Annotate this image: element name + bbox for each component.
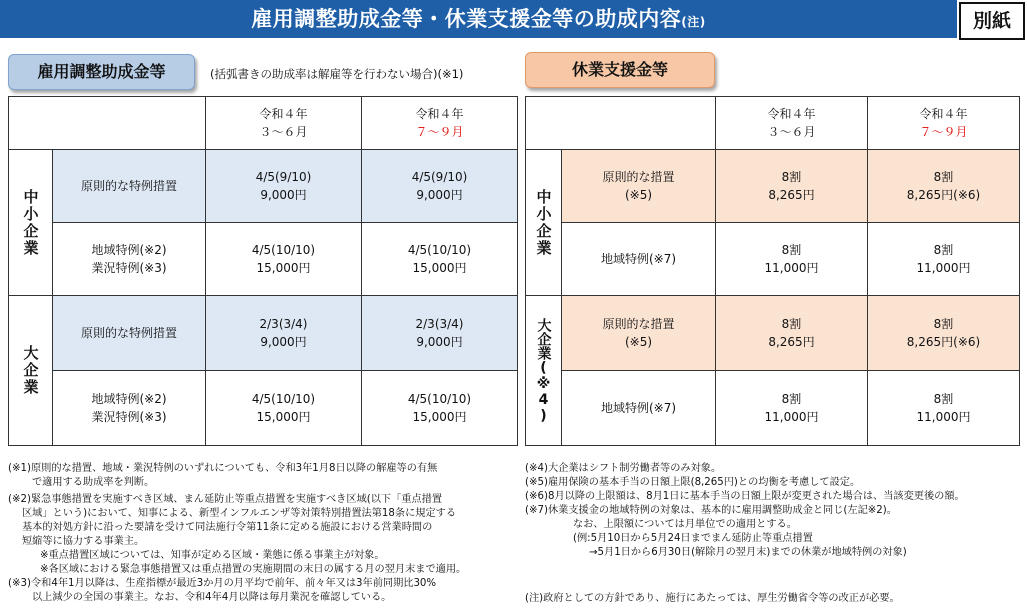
note-line: で適用する助成率を判断。 bbox=[32, 477, 155, 488]
col-header-jul-sep: 令和４年 ７～９月 bbox=[868, 97, 1020, 150]
corner-cell bbox=[9, 97, 206, 150]
rate-cell: 4/5(9/10) 9,000円 bbox=[362, 150, 518, 223]
rate-note: (括弧書きの助成率は解雇等を行わない場合)(※1) bbox=[210, 67, 464, 81]
notes-right bbox=[525, 462, 1025, 560]
col-header-jul-sep: 令和４年 ７～９月 bbox=[362, 97, 518, 150]
group-label-large: 大企業(※4) bbox=[526, 296, 562, 446]
rate-cell: 8割 11,000円 bbox=[716, 371, 868, 446]
note-line: →5月1日から6月30日(解除月の翌月末)までの休業が地域特例の対象) bbox=[589, 547, 907, 558]
note-line: (※7)休業支援金の地域特例の対象は、基本的に雇用調整助成金と同じ(左記※2)。 bbox=[525, 505, 897, 516]
row-label: 原則的な措置 (※5) bbox=[562, 150, 716, 223]
leave-support-table bbox=[525, 96, 1020, 446]
employment-adjustment-heading: 雇用調整助成金等 bbox=[8, 54, 195, 90]
rate-cell: 4/5(10/10) 15,000円 bbox=[362, 371, 518, 446]
footnote: (注)政府としての方針であり、施行にあたっては、厚生労働省令等の改正が必要。 bbox=[525, 593, 900, 604]
row-label: 地域特例(※7) bbox=[562, 223, 716, 296]
note-line: (例:5月10日から5月24日までまん延防止等重点措置 bbox=[573, 533, 813, 544]
row-label: 原則的な特例措置 bbox=[53, 296, 206, 371]
row-label: 地域特例(※2) 業況特例(※3) bbox=[53, 223, 206, 296]
note-line: 基本的対処方針に沿った要請を受けて同法施行令第11条に定める施設における営業時間の bbox=[22, 522, 433, 533]
note-line: 以上減少の全国の事業主。なお、令和4年4月以降は毎月業況を確認している。 bbox=[32, 592, 392, 603]
corner-cell bbox=[526, 97, 716, 150]
note-line: 区域」という)において、知事による、新型インフルエンザ等対策特別措置法第18条に規定する bbox=[22, 508, 457, 519]
group-label-large: 大企業 bbox=[9, 296, 53, 446]
note-line: (※6)8月以降の上限額は、8月1日に基本手当の日額上限が変更された場合は、当該変更後の額。 bbox=[525, 491, 965, 502]
note-line: ※各区域における緊急事態措置又は重点措置の実施期間の末日の属する月の翌月末まで適用。 bbox=[40, 564, 467, 575]
rate-cell: 4/5(10/10) 15,000円 bbox=[206, 223, 362, 296]
group-label-sme: 中小企業 bbox=[9, 150, 53, 296]
note-line: (※2)緊急事態措置を実施すべき区域、まん延防止等重点措置を実施すべき区域(以下「重点措置 bbox=[8, 494, 443, 505]
col-header-mar-jun: 令和４年 ３～６月 bbox=[716, 97, 868, 150]
note-line: (※3)令和4年1月以降は、生産指標が最近3か月の月平均で前年、前々年又は3年前同期比30% bbox=[8, 578, 437, 589]
rate-cell: 8割 8,265円 bbox=[716, 296, 868, 371]
rate-cell: 2/3(3/4) 9,000円 bbox=[206, 296, 362, 371]
rate-cell: 8割 8,265円(※6) bbox=[868, 296, 1020, 371]
rate-cell: 8割 11,000円 bbox=[868, 371, 1020, 446]
note-line: なお、上限額については月単位での適用とする。 bbox=[573, 519, 797, 530]
page-title: 雇用調整助成金等・休業支援金等の助成内容(注) bbox=[251, 7, 706, 31]
rate-cell: 8割 8,265円 bbox=[716, 150, 868, 223]
group-label-sme: 中小企業 bbox=[526, 150, 562, 296]
employment-adjustment-table bbox=[8, 96, 518, 446]
row-label: 地域特例(※2) 業況特例(※3) bbox=[53, 371, 206, 446]
note-line: (※1)原則的な措置、地域・業況特例のいずれについても、令和3年1月8日以降の解雇等の有無 bbox=[8, 463, 438, 474]
attachment-badge: 別紙 bbox=[959, 2, 1025, 40]
leave-support-heading: 休業支援金等 bbox=[525, 52, 715, 88]
note-line: (※5)雇用保険の基本手当の日額上限(8,265円)との均衡を考慮して設定。 bbox=[525, 477, 861, 488]
row-label: 原則的な特例措置 bbox=[53, 150, 206, 223]
rate-cell: 4/5(10/10) 15,000円 bbox=[362, 223, 518, 296]
row-label: 地域特例(※7) bbox=[562, 371, 716, 446]
rate-cell: 8割 11,000円 bbox=[716, 223, 868, 296]
rate-cell: 4/5(10/10) 15,000円 bbox=[206, 371, 362, 446]
note-line: ※重点措置区域については、知事が定める区域・業態に係る事業主が対象。 bbox=[40, 550, 385, 561]
note-line: 短縮等に協力する事業主。 bbox=[22, 536, 145, 547]
rate-cell: 4/5(9/10) 9,000円 bbox=[206, 150, 362, 223]
rate-cell: 8割 11,000円 bbox=[868, 223, 1020, 296]
row-label: 原則的な措置 (※5) bbox=[562, 296, 716, 371]
rate-cell: 8割 8,265円(※6) bbox=[868, 150, 1020, 223]
col-header-mar-jun: 令和４年 ３～６月 bbox=[206, 97, 362, 150]
notes-left bbox=[8, 462, 518, 605]
note-line: (※4)大企業はシフト制労働者等のみ対象。 bbox=[525, 463, 722, 474]
rate-cell: 2/3(3/4) 9,000円 bbox=[362, 296, 518, 371]
